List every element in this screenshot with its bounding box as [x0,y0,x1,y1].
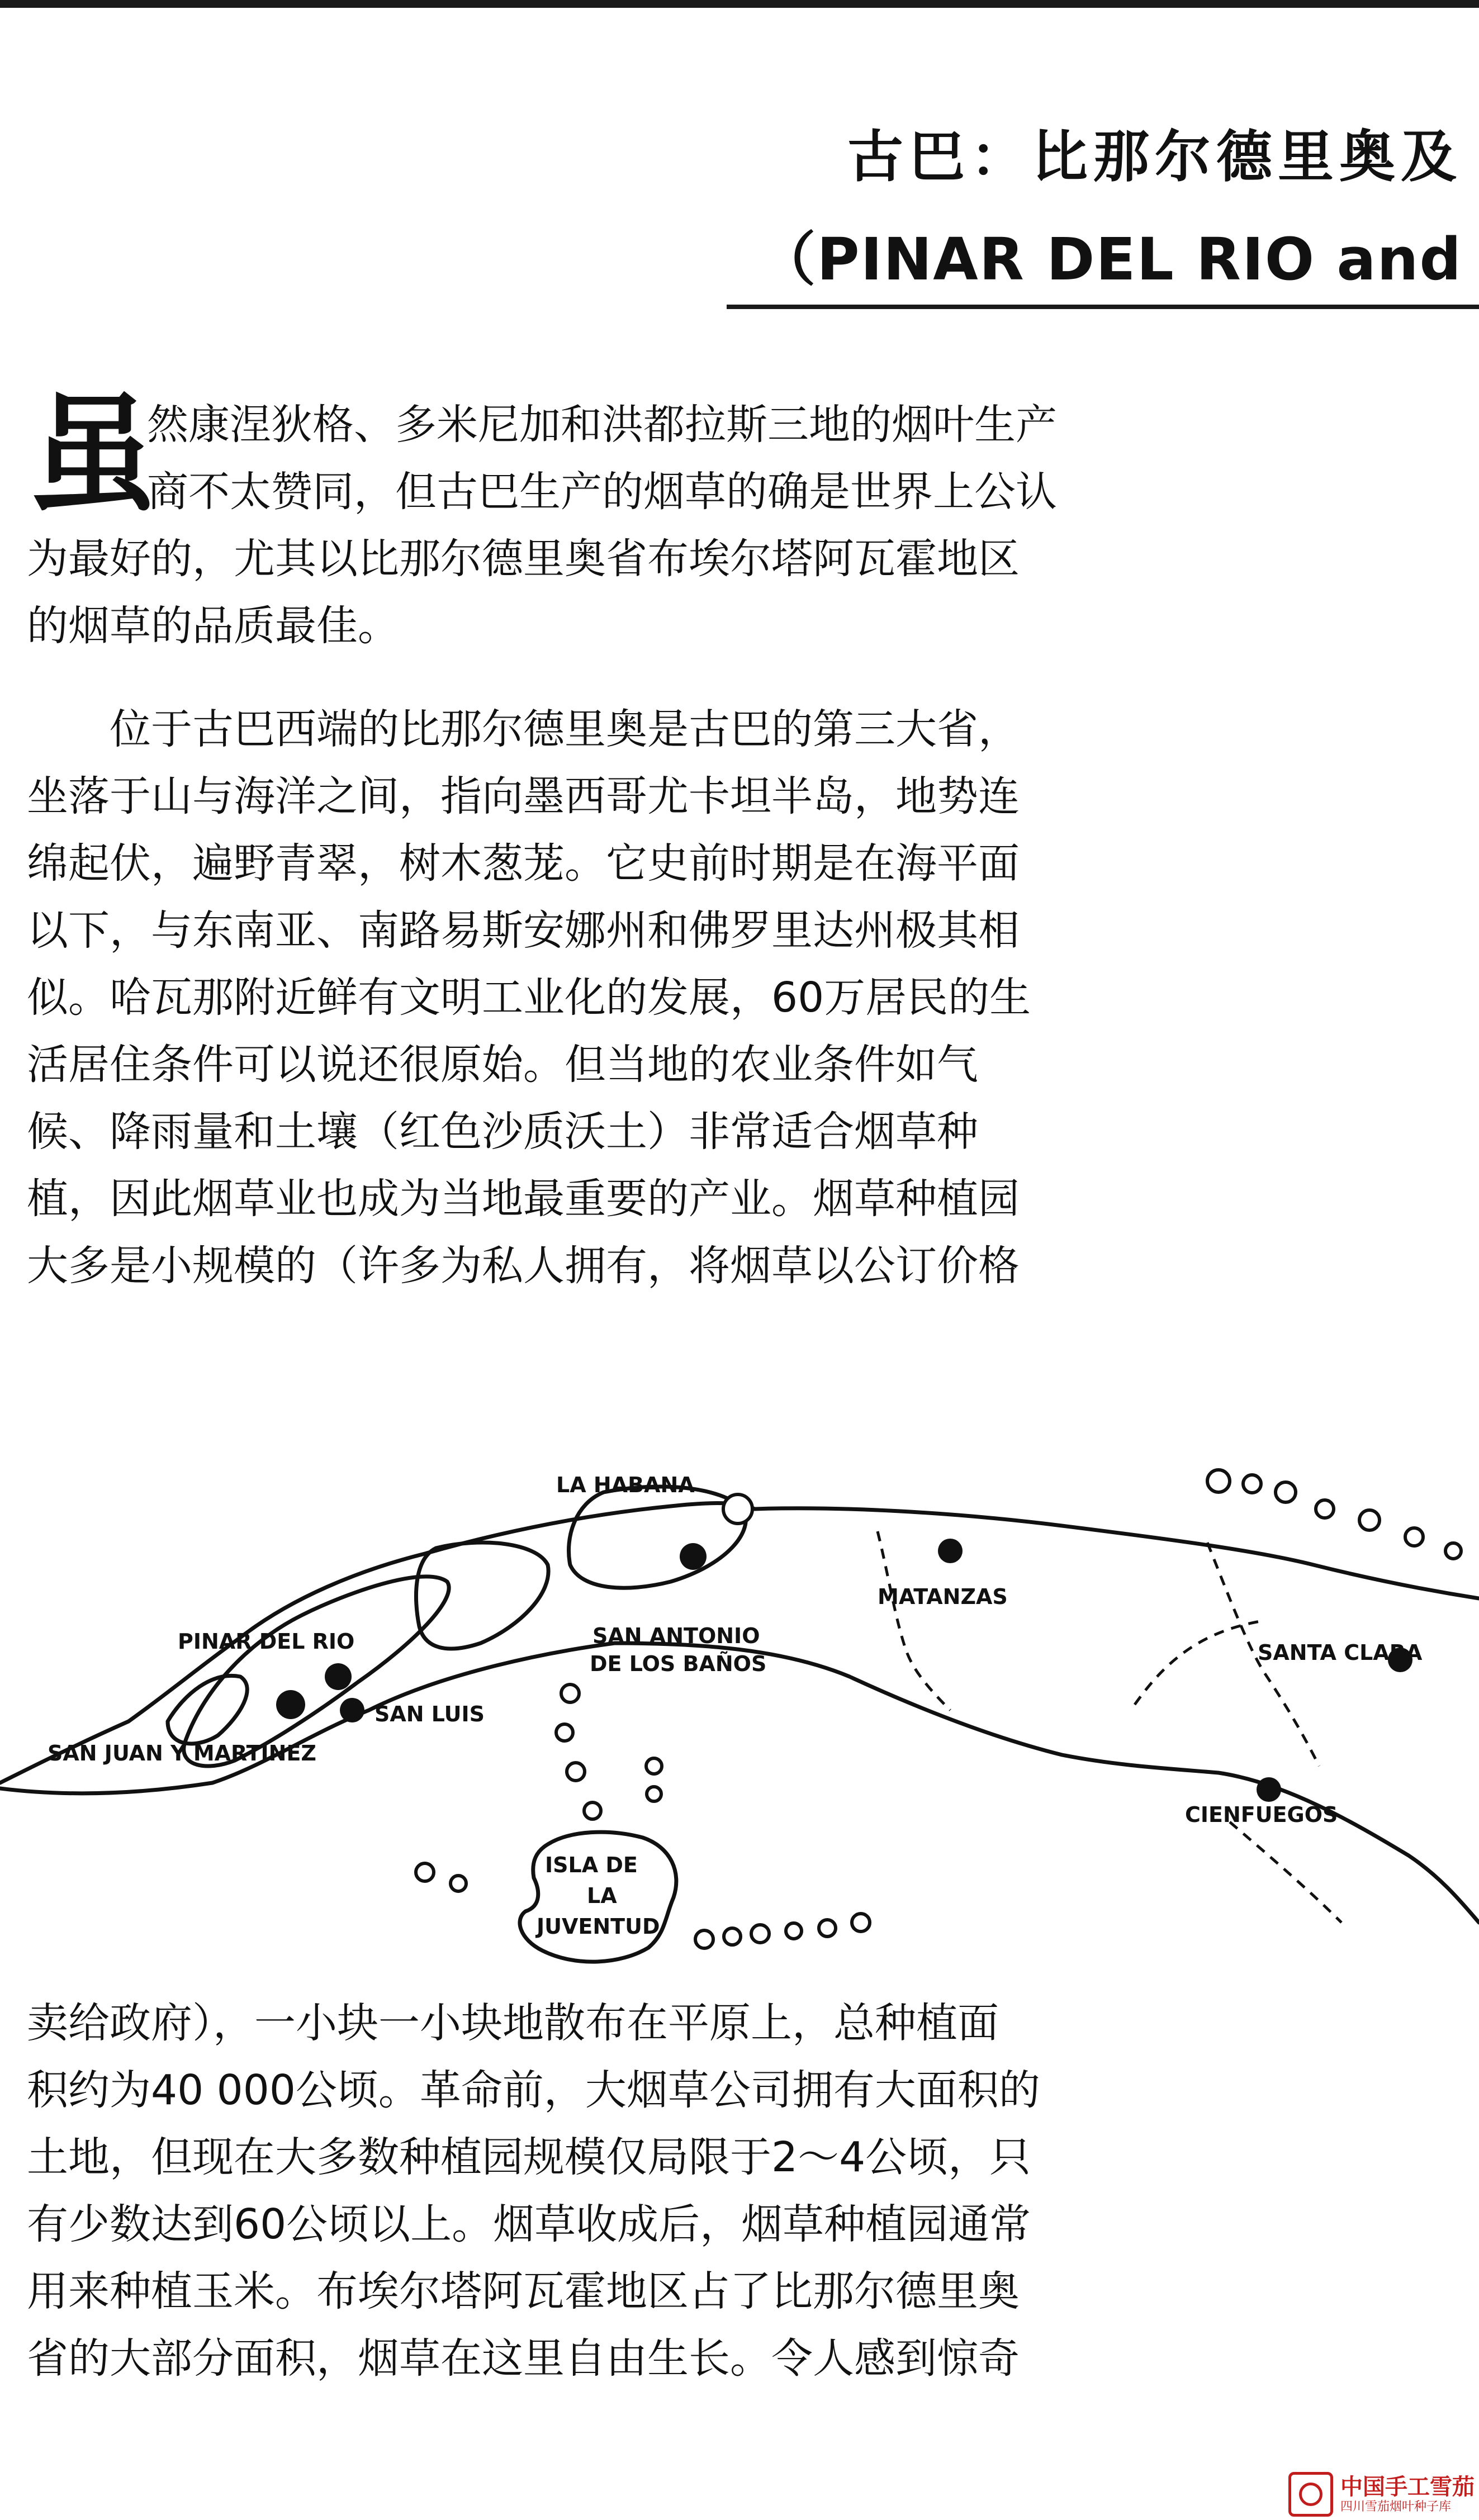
key-circle [724,1928,741,1945]
text-line: 候、降雨量和土壤（红色沙质沃土）非常适合烟草种 [27,1108,978,1156]
key-circle [567,1763,585,1781]
text-line: 的烟草的品质最佳。 [27,602,399,650]
province-border [1230,1822,1341,1923]
text-line: 植，因此烟草业也成为当地最重要的产业。烟草种植园 [27,1175,1020,1223]
key-circle [451,1876,466,1891]
text-line: 土地，但现在大多数种植园规模仅局限于2～4公顷，只 [27,2133,1031,2181]
map-label-isla-de: ISLA DE [545,1853,638,1877]
paragraph-3 [27,1990,1040,2392]
paragraph-1 [27,391,1057,659]
town-dot-cienfuegos [1257,1777,1281,1802]
key-circle [556,1724,573,1741]
key-circle [1207,1470,1230,1492]
map-label-san-luis: SAN LUIS [375,1702,485,1726]
south-coastline [0,1643,1479,1923]
key-circle [1243,1475,1261,1493]
top-rule [0,0,1479,8]
map-label-san-juan: SAN JUAN Y MARTINEZ [48,1741,316,1766]
town-dot-matanzas [938,1539,963,1563]
key-circle [1316,1500,1334,1518]
key-circle [1359,1510,1380,1530]
paragraph-2 [27,696,1031,1299]
text-line: 坐落于山与海洋之间，指向墨西哥尤卡坦半岛，地势连 [27,772,1020,820]
map-label-santa-clara: SANTA CLARA [1258,1640,1423,1665]
town-dot-san-juan [276,1690,305,1719]
text-line: 卖给政府），一小块一小块地散布在平原上，总种植面 [27,1999,999,2047]
text-line: 然康涅狄格、多米尼加和洪都拉斯三地的烟叶生产 [147,401,1057,449]
remedios-zone [168,1676,247,1744]
map-label-la-habana: LA HABANA [556,1473,695,1497]
key-circle [647,1787,661,1801]
key-circle [852,1914,870,1931]
text-line: 用来种植玉米。布埃尔塔阿瓦霍地区占了比那尔德里奥 [27,2267,1020,2315]
watermark [1288,2472,1475,2517]
map-label-juventud: JUVENTUD [537,1914,660,1939]
text-line: 为最好的，尤其以比那尔德里奥省布埃尔塔阿瓦霍地区 [27,535,1020,583]
map-label-de-los-banos: DE LOS BAÑOS [590,1651,767,1676]
key-circle [646,1758,662,1774]
semi-vuelta-zone [416,1543,548,1649]
map-label-cienfuegos: CIENFUEGOS [1185,1802,1338,1827]
cuba-map [0,1431,1479,2012]
text-line: 以下，与东南亚、南路易斯安娜州和佛罗里达州极其相 [27,907,1020,955]
map-label-matanzas: MATANZAS [878,1584,1008,1609]
watermark-logo-icon [1288,2472,1333,2517]
map-label-pinar-del-rio: PINAR DEL RIO [178,1629,355,1654]
vuelta-abajo-zone [184,1577,449,1766]
chapter-title: 古巴：比那尔德里奥及 [847,124,1462,189]
text-line: 有少数达到60公顷以上。烟草收成后，烟草种植园通常 [27,2200,1031,2248]
key-circle [416,1863,434,1881]
key-circle [561,1684,579,1702]
town-dot-pinar-del-rio [325,1663,352,1690]
town-dot-san-luis [340,1698,364,1722]
province-border [878,1531,950,1710]
text-line: 省的大部分面积，烟草在这里自由生长。令人感到惊奇 [27,2334,1020,2383]
map-label-san-antonio: SAN ANTONIO [592,1624,760,1648]
text-line: 大多是小规模的（许多为私人拥有，将烟草以公订价格 [27,1242,1020,1290]
watermark-subtitle: 四川雪茄烟叶种子库 [1340,2500,1452,2514]
havana-marker-ring [723,1494,752,1524]
text-line: 绵起伏，遍野青翠，树木葱茏。它史前时期是在海平面 [27,839,1020,888]
text-line: 似。哈瓦那附近鲜有文明工业化的发展，60万居民的生 [27,974,1031,1022]
key-circle [786,1923,802,1939]
key-circle [751,1925,769,1943]
text-line: 商不太赞同，但古巴生产的烟草的确是世界上公认 [147,468,1057,516]
key-circle [819,1920,836,1937]
watermark-title: 中国手工雪茄 [1340,2474,1475,2500]
text-line: 活居住条件可以说还很原始。但当地的农业条件如气 [27,1041,978,1089]
key-circle [1445,1543,1461,1559]
text-line: 积约为40 000公顷。革命前，大烟草公司拥有大面积的 [27,2066,1040,2114]
map-label-la: LA [587,1883,617,1908]
drop-cap: 虽 [28,381,157,530]
text-line: 位于古巴西端的比那尔德里奥是古巴的第三大省， [27,705,1020,753]
title-rule [727,305,1479,309]
town-dot-la-habana [680,1543,707,1570]
key-circle [1276,1482,1296,1502]
key-circle [1405,1528,1423,1546]
key-circle [584,1802,601,1819]
chapter-subtitle: （PINAR DEL RIO and [757,225,1462,293]
key-circle [695,1930,713,1948]
